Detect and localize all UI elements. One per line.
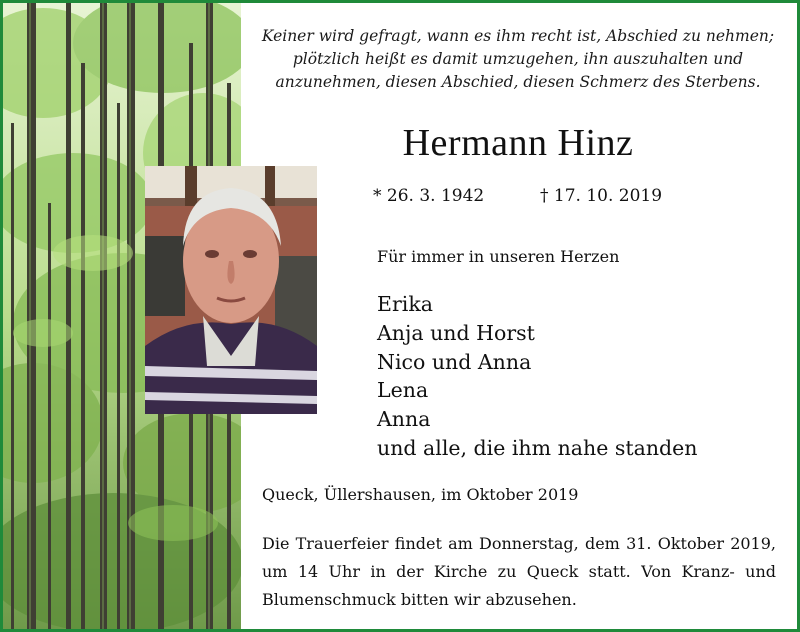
mourners-list (377, 290, 698, 463)
mourner-name: und alle, die ihm nahe standen (377, 435, 698, 460)
deceased-name: Hermann Hinz (402, 122, 634, 164)
mourner-name: Erika (377, 292, 433, 316)
place-and-date: Queck, Üllershausen, im Oktober 2019 (262, 485, 579, 504)
death-date: † 17. 10. 2019 (540, 186, 663, 206)
birth-date: * 26. 3. 1942 (373, 186, 485, 206)
quote-line: plötzlich heißt es damit umzugehen, ihn auszuhalten und (292, 50, 744, 68)
mourner-name: Lena (377, 378, 429, 403)
mourner-name: Anja und Horst (377, 320, 535, 345)
memorial-quote (253, 25, 783, 94)
funeral-notice: Die Trauerfeier findet am Donnerstag, dem 31. Oktober 2019, um 14 Uhr in der Kirche zu Queck statt. Von Kranz- und Blumenschmuck bitten wir abzusehen. (262, 534, 776, 609)
portrait-photo (145, 166, 317, 414)
mourner-name: Nico und Anna (377, 349, 532, 374)
mourner-name: Anna (377, 407, 431, 432)
quote-line: Keiner wird gefragt, wann es ihm recht ist, Abschied zu nehmen; (261, 27, 775, 45)
quote-line: anzunehmen, diesen Abschied, diesen Schmerz des Sterbens. (275, 73, 761, 91)
dedication-line: Für immer in unseren Herzen (377, 247, 620, 266)
